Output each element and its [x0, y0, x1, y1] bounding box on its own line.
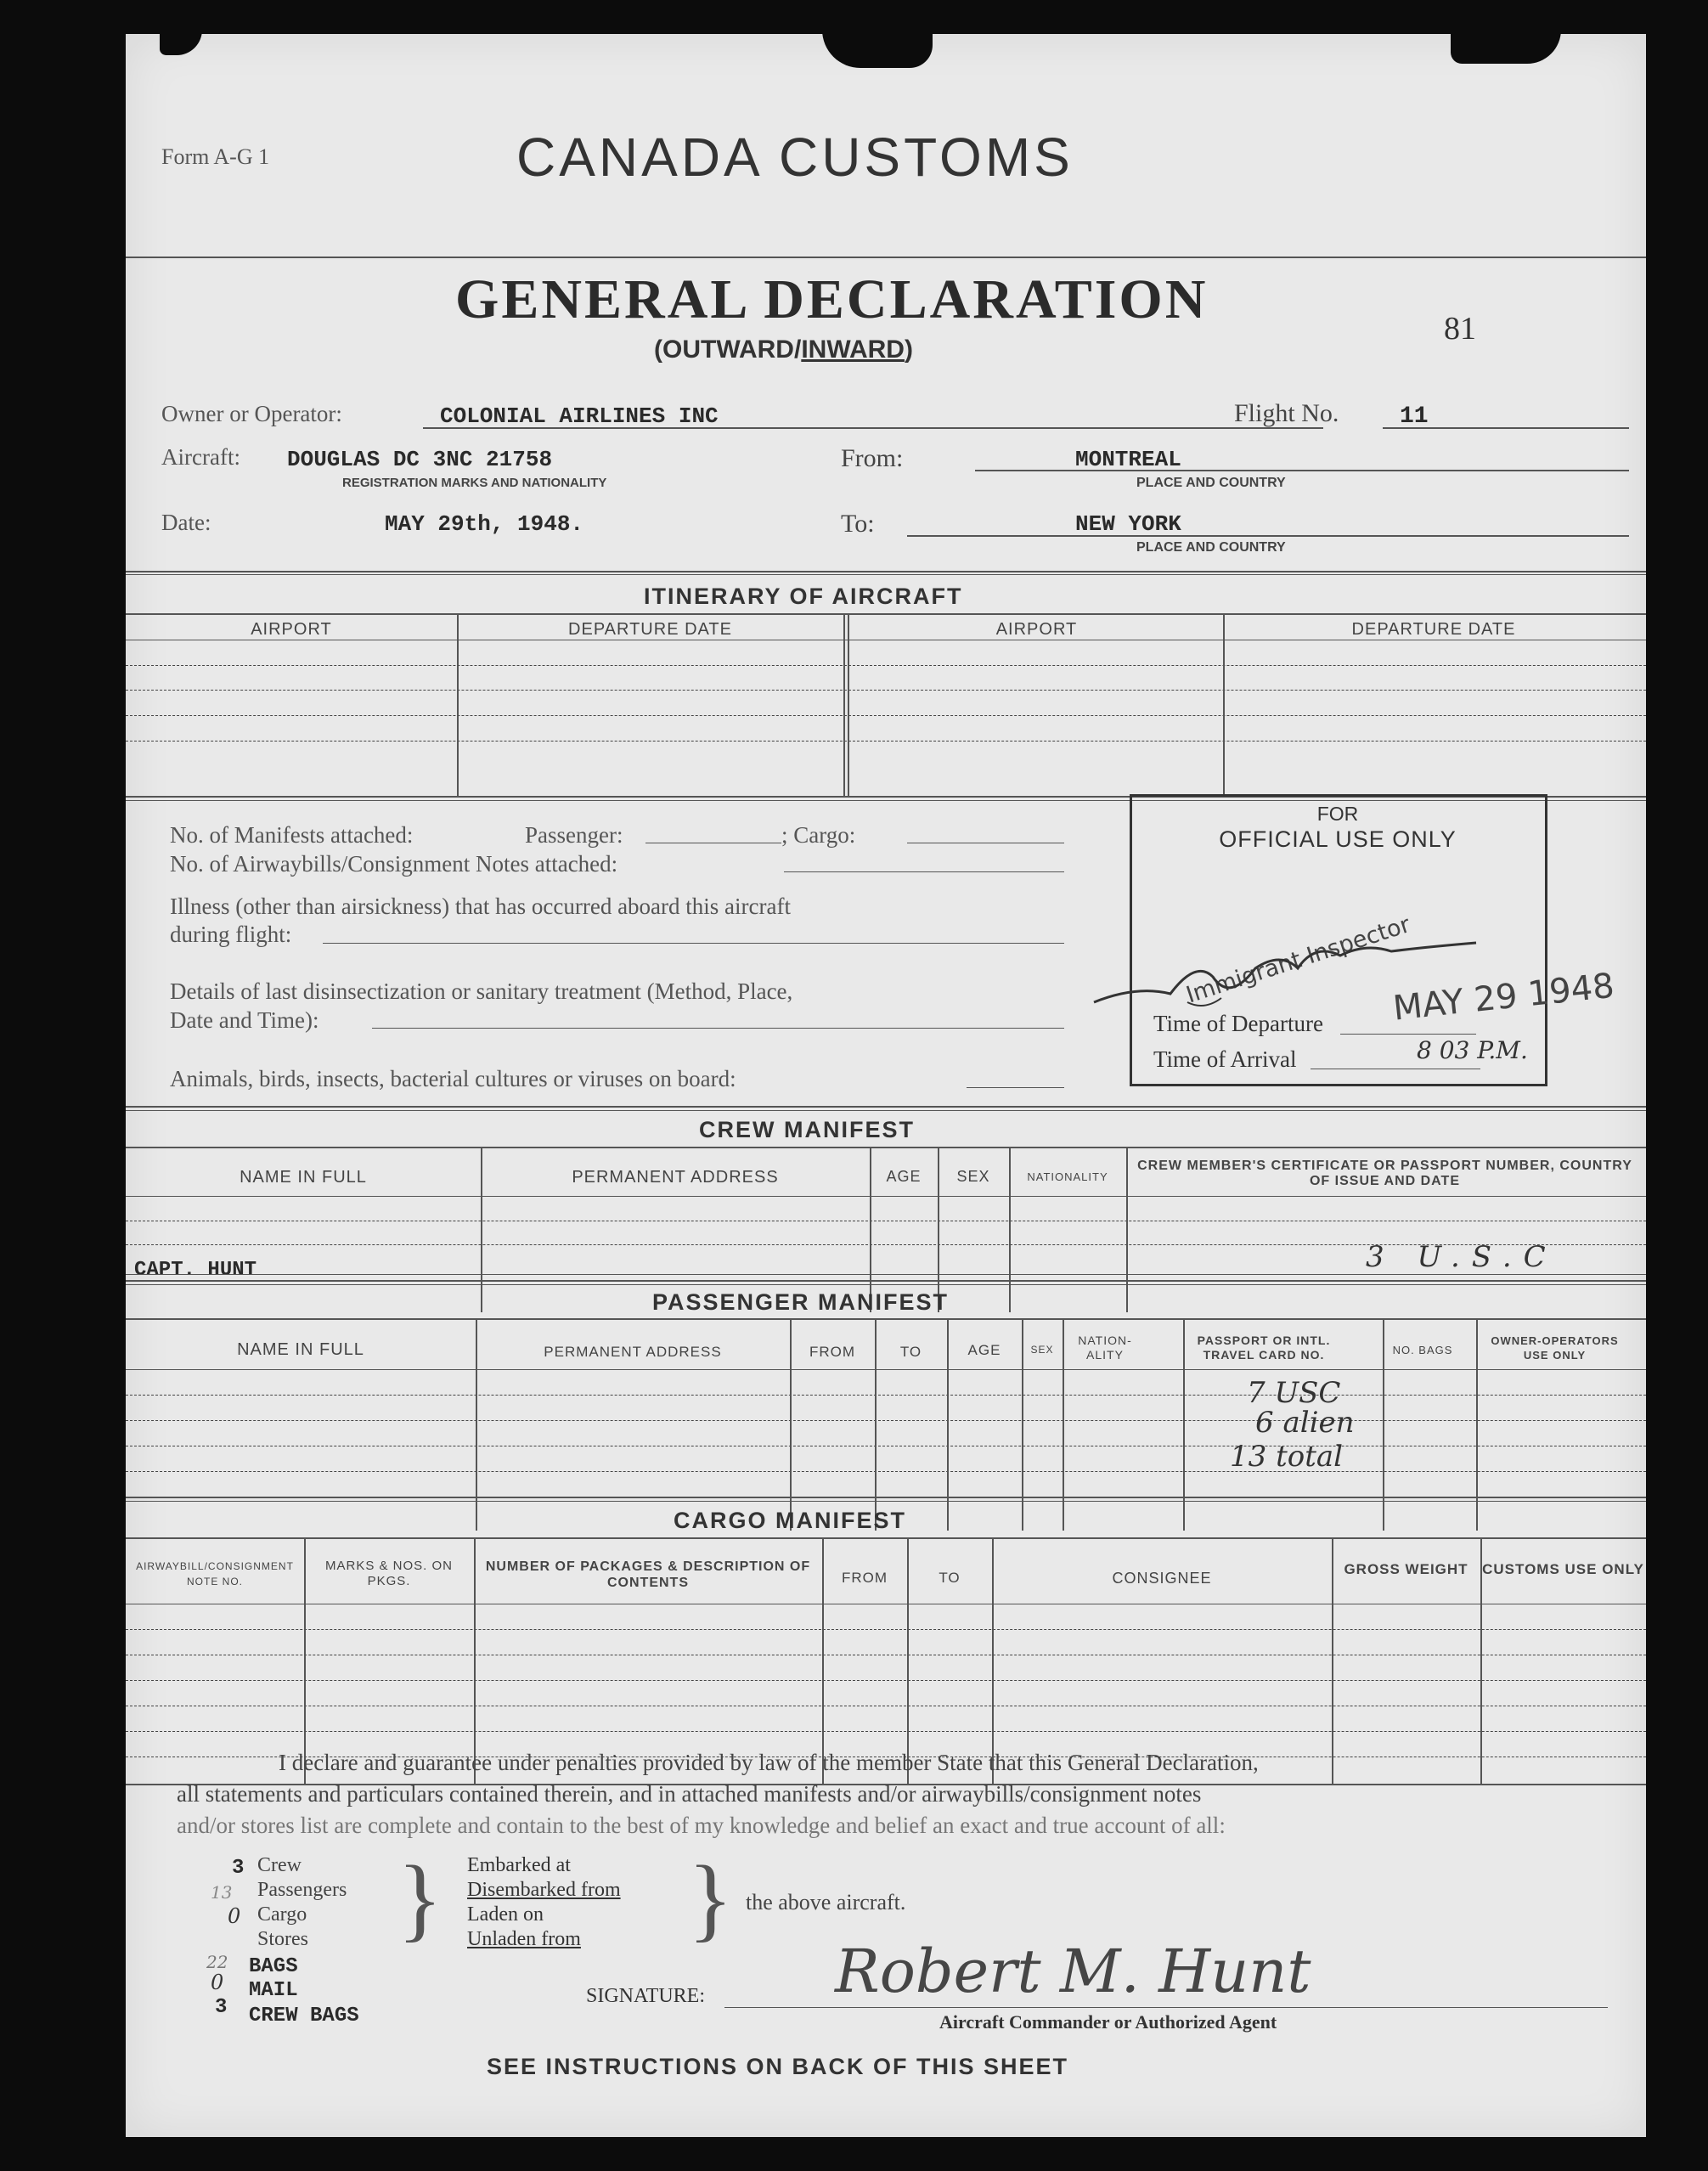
list-stores: Stores	[257, 1928, 308, 1950]
rule	[126, 1629, 1646, 1630]
pax-col-nationality: NATION-ALITY	[1078, 1334, 1132, 1362]
aircraft-value: DOUGLAS DC 3NC 21758	[287, 447, 553, 472]
cargo-col-packages: NUMBER OF PACKAGES & DESCRIPTION OF CONTENTS	[485, 1559, 811, 1590]
declaration-line-1: I declare and guarantee under penalties provided by law of the member State that this General Declaration,	[279, 1750, 1259, 1775]
rule	[126, 741, 1646, 742]
cargo-label: ; Cargo:	[781, 822, 856, 848]
count-bags: 22	[206, 1952, 228, 1972]
col-divider	[1022, 1318, 1023, 1531]
pax-note-usc: 7 USC	[1247, 1376, 1341, 1410]
col-divider	[870, 1147, 871, 1312]
blank-line	[784, 871, 1064, 872]
cargo-col-marks: MARKS & NOS. ON PKGS.	[324, 1559, 454, 1588]
col-divider	[1183, 1318, 1185, 1531]
divider	[126, 1497, 1646, 1498]
rule	[126, 1420, 1646, 1421]
illness-label: Illness (other than airsickness) that has occurred aboard this aircraft	[170, 894, 791, 919]
itinerary-col-airport: AIRPORT	[251, 620, 332, 639]
owner-value: COLONIAL AIRLINES INC	[440, 403, 719, 429]
divider	[126, 613, 1646, 615]
pax-col-name: NAME IN FULL	[237, 1340, 364, 1359]
signature-line	[724, 2007, 1608, 2008]
count-crew-bags: 3	[215, 1996, 228, 2019]
divider	[126, 1284, 1646, 1285]
col-divider	[1480, 1537, 1482, 1784]
declaration-line-3: and/or stores list are complete and contain to the best of my knowledge and belief an exact and true account of all:	[177, 1813, 1226, 1838]
col-divider	[476, 1318, 477, 1531]
rule	[126, 1369, 1646, 1370]
col-divider	[848, 613, 849, 796]
above-aircraft: the above aircraft.	[746, 1890, 906, 1914]
col-divider	[474, 1537, 476, 1784]
rule	[126, 690, 1646, 691]
from-label: From:	[841, 444, 904, 472]
disembarked-from: Disembarked from	[467, 1879, 621, 1901]
col-divider	[304, 1537, 306, 1784]
itinerary-col-departure: DEPARTURE DATE	[568, 620, 732, 639]
col-divider	[1476, 1318, 1478, 1531]
col-divider	[1383, 1318, 1384, 1531]
flight-value: 11	[1400, 403, 1429, 430]
pax-col-sex: SEX	[1030, 1344, 1054, 1356]
form-title: GENERAL DECLARATION	[455, 268, 1209, 330]
divider	[126, 257, 1646, 258]
subtitle-inward: INWARD	[801, 336, 905, 364]
rule	[126, 1731, 1646, 1732]
col-divider	[992, 1537, 994, 1784]
official-for: FOR	[1316, 803, 1359, 825]
rule	[126, 1196, 1646, 1197]
footer-instructions: SEE INSTRUCTIONS ON BACK OF THIS SHEET	[487, 2054, 1069, 2079]
disinsect-label: Details of last disinsectization or sanitary treatment (Method, Place,	[170, 978, 793, 1004]
cargo-col-consignee: CONSIGNEE	[1112, 1570, 1212, 1587]
date-value: MAY 29th, 1948.	[385, 511, 584, 537]
rule	[126, 715, 1646, 716]
list-crew: Crew	[257, 1854, 302, 1876]
col-divider	[457, 613, 459, 796]
divider	[126, 1318, 1646, 1320]
col-divider	[947, 1318, 949, 1531]
pax-col-owner: OWNER-OPERATORS USE ONLY	[1491, 1334, 1619, 1362]
col-divider	[843, 613, 845, 796]
unladen-from: Unladen from	[467, 1928, 581, 1950]
flight-label: Flight No.	[1234, 399, 1339, 427]
blank-line	[967, 1087, 1064, 1088]
divider	[126, 1106, 1646, 1108]
col-divider	[875, 1318, 877, 1531]
divider	[126, 574, 1646, 575]
animals-label: Animals, birds, insects, bacterial cultures or viruses on board:	[170, 1066, 736, 1091]
pax-col-from: FROM	[809, 1344, 856, 1360]
divider	[126, 571, 1646, 572]
col-divider	[1063, 1318, 1064, 1531]
crew-title: CREW MANIFEST	[699, 1117, 915, 1142]
pax-col-passport: PASSPORT OR INTL. TRAVEL CARD NO.	[1197, 1334, 1331, 1362]
col-divider	[481, 1147, 482, 1312]
date-stamp: MAY 29 1948	[1391, 966, 1616, 1029]
rule	[126, 1471, 1646, 1472]
col-divider	[822, 1537, 824, 1784]
divider	[126, 1147, 1646, 1148]
crew-col-certificate: CREW MEMBER'S CERTIFICATE OR PASSPORT NUMBER, COUNTRY OF ISSUE AND DATE	[1137, 1159, 1632, 1188]
from-caption: PLACE AND COUNTRY	[1136, 476, 1286, 490]
signature-value: Robert M. Hunt	[835, 1937, 1311, 2006]
aircraft-label: Aircraft:	[161, 444, 240, 470]
airwaybills-label: No. of Airwaybills/Consignment Notes attached:	[170, 851, 618, 877]
torn-edge	[822, 30, 933, 68]
from-line	[975, 470, 1629, 471]
rule	[126, 665, 1646, 666]
crew-col-name: NAME IN FULL	[240, 1168, 367, 1187]
page-number: 81	[1444, 311, 1476, 347]
to-value: NEW YORK	[1075, 511, 1181, 537]
inspector-signature	[1085, 926, 1485, 1019]
torn-edge	[160, 30, 202, 55]
divider	[126, 1110, 1646, 1111]
declaration-form	[126, 34, 1646, 2137]
blank-line	[323, 943, 1064, 944]
cargo-title: CARGO MANIFEST	[674, 1508, 906, 1533]
official-title: OFFICIAL USE ONLY	[1219, 826, 1457, 852]
agency-title: CANADA CUSTOMS	[516, 127, 1074, 188]
itinerary-col-airport: AIRPORT	[995, 620, 1078, 639]
passenger-label: Passenger:	[525, 822, 623, 848]
signature-label: SIGNATURE:	[586, 1985, 706, 2007]
pax-col-address: PERMANENT ADDRESS	[544, 1344, 722, 1360]
embarked-at: Embarked at	[467, 1854, 571, 1876]
passenger-title: PASSENGER MANIFEST	[652, 1289, 950, 1315]
cargo-col-to: TO	[939, 1570, 961, 1586]
bags-label: BAGS	[249, 1955, 298, 1978]
owner-label: Owner or Operator:	[161, 401, 342, 426]
brace-right: }	[688, 1847, 733, 1950]
col-divider	[1126, 1147, 1128, 1312]
declaration-line-2: all statements and particulars contained therein, and in attached manifests and/or airwaybills/consignment notes	[177, 1781, 1202, 1807]
crew-row-name: CAPT. HUNT	[134, 1259, 257, 1282]
itinerary-col-departure: DEPARTURE DATE	[1351, 620, 1516, 639]
rule	[126, 1395, 1646, 1396]
illness-label-2: during flight:	[170, 922, 292, 947]
torn-edge	[1451, 30, 1561, 64]
itinerary-title: ITINERARY OF AIRCRAFT	[644, 584, 963, 609]
cargo-col-airwaybill: AIRWAYBILL/CONSIGNMENT NOTE NO.	[136, 1560, 294, 1587]
form-subtitle	[654, 336, 913, 364]
count-mail: 0	[211, 1971, 224, 1994]
crew-col-sex: SEX	[956, 1168, 990, 1185]
signature-caption: Aircraft Commander or Authorized Agent	[939, 2011, 1277, 2033]
col-divider	[938, 1147, 939, 1312]
crew-row-note: 3 U.S.C	[1366, 1240, 1558, 1274]
owner-line	[423, 427, 1323, 429]
pax-note-alien: 6 alien	[1255, 1406, 1355, 1440]
list-cargo: Cargo	[257, 1903, 307, 1926]
from-value: MONTREAL	[1075, 447, 1181, 472]
pax-note-total: 13 total	[1230, 1440, 1344, 1474]
col-divider	[1009, 1147, 1011, 1312]
col-divider	[1332, 1537, 1333, 1784]
divider	[126, 1537, 1646, 1539]
laden-on: Laden on	[467, 1903, 544, 1926]
departure-label: Time of Departure	[1153, 1011, 1323, 1036]
to-label: To:	[841, 510, 875, 538]
blank-line	[372, 1028, 1064, 1029]
count-cargo: 0	[228, 1904, 241, 1928]
blank-line	[1340, 1034, 1476, 1035]
mail-label: MAIL	[249, 1979, 298, 2002]
crew-col-age: AGE	[886, 1168, 922, 1185]
pax-col-bags: NO. BAGS	[1392, 1344, 1453, 1356]
brace-left: }	[397, 1847, 443, 1950]
arrival-time: 8 03 P.M.	[1417, 1036, 1528, 1064]
to-caption: PLACE AND COUNTRY	[1136, 540, 1286, 555]
cargo-col-weight: GROSS WEIGHT	[1344, 1561, 1468, 1577]
to-line	[907, 535, 1629, 537]
crew-col-nationality: NATIONALITY	[1027, 1170, 1108, 1183]
rule	[126, 1274, 1646, 1275]
divider	[126, 1501, 1646, 1502]
pax-col-to: TO	[899, 1344, 922, 1360]
cargo-col-from: FROM	[841, 1570, 888, 1586]
col-divider	[1223, 613, 1225, 796]
inspector-stamp: Immigrant Inspector	[1183, 911, 1414, 1009]
count-crew: 3	[232, 1857, 245, 1880]
date-label: Date:	[161, 510, 211, 535]
list-passengers: Passengers	[257, 1879, 347, 1901]
col-divider	[790, 1318, 792, 1531]
flight-line	[1383, 427, 1629, 429]
manifests-label: No. of Manifests attached:	[170, 822, 414, 848]
crew-col-address: PERMANENT ADDRESS	[572, 1168, 779, 1187]
subtitle-outward: (OUTWARD/	[654, 336, 802, 364]
col-divider	[907, 1537, 909, 1784]
disinsect-label-2: Date and Time):	[170, 1007, 319, 1033]
divider	[126, 1280, 1646, 1282]
crew-bags-label: CREW BAGS	[249, 2005, 359, 2027]
form-number: Form A-G 1	[161, 144, 270, 169]
arrival-label: Time of Arrival	[1153, 1046, 1297, 1072]
rule	[126, 1680, 1646, 1681]
cargo-col-customs: CUSTOMS USE ONLY	[1482, 1561, 1644, 1577]
count-passengers: 13	[211, 1882, 233, 1903]
pax-col-age: AGE	[967, 1342, 1001, 1358]
subtitle-end: )	[904, 336, 913, 364]
aircraft-caption: REGISTRATION MARKS AND NATIONALITY	[342, 476, 607, 490]
